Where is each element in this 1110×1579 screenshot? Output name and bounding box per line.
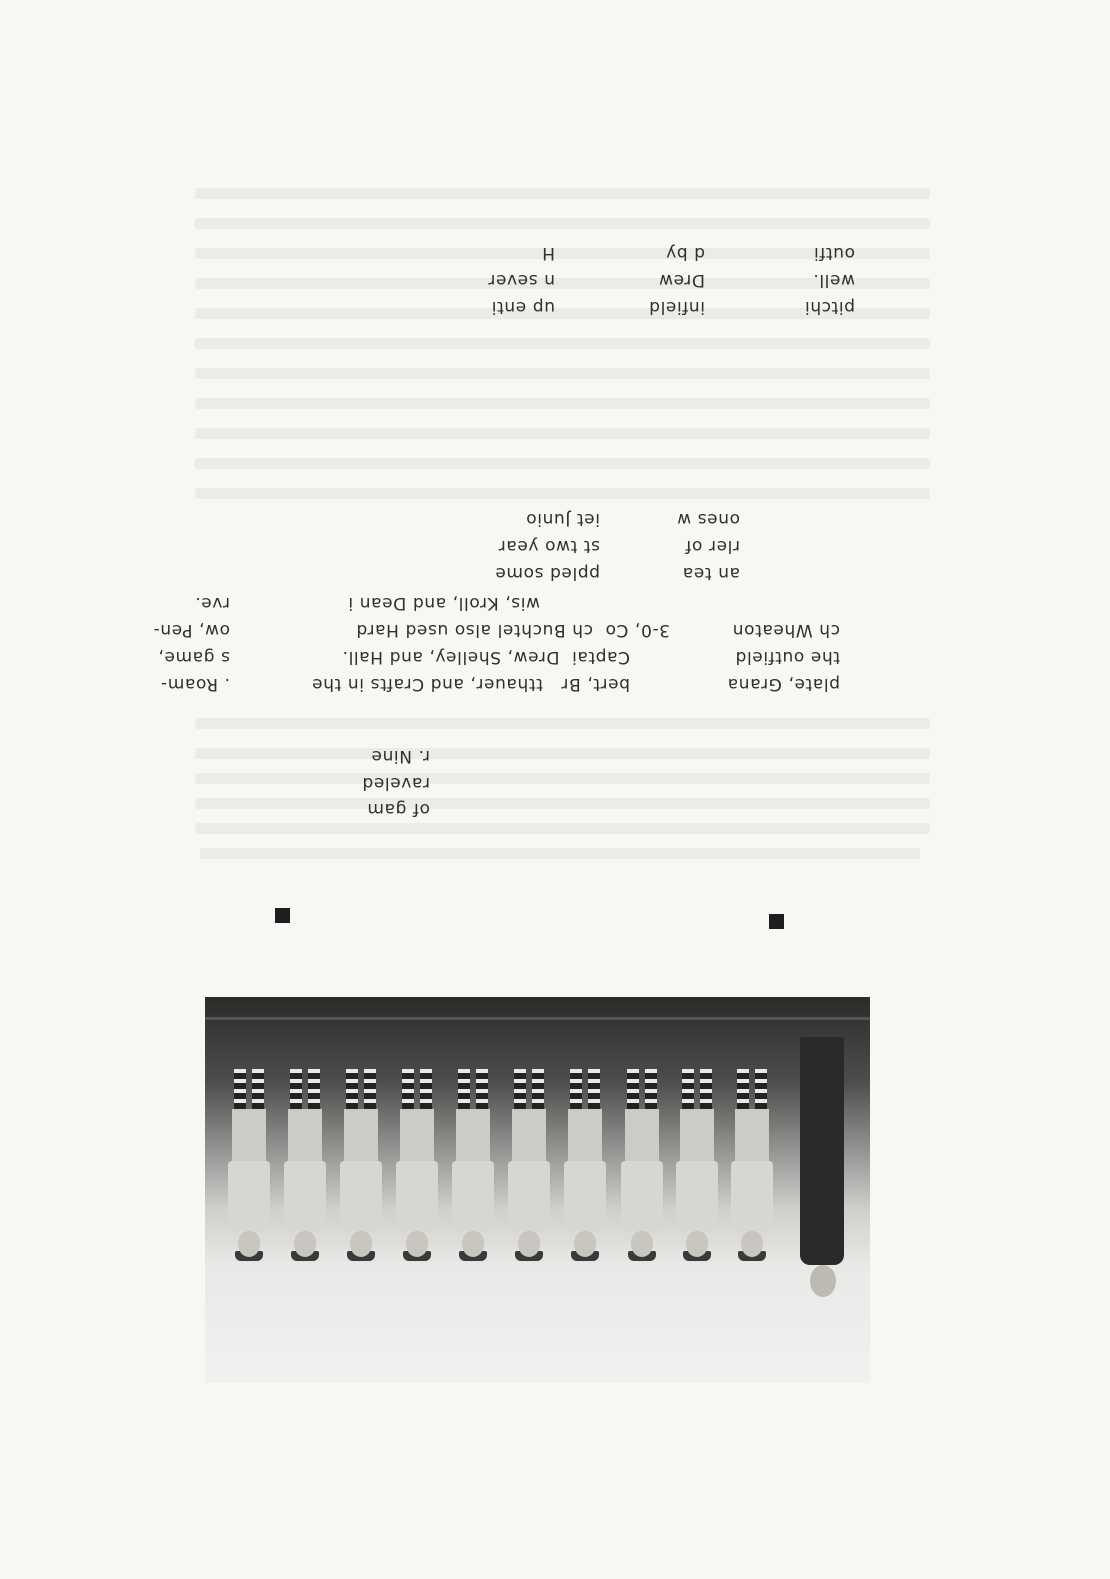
player-figure: [226, 1067, 272, 1257]
text-line: an tea: [682, 563, 740, 583]
text-line: plate, Grana: [727, 674, 840, 694]
text-line: outfi: [813, 243, 855, 263]
player-figure: [674, 1067, 720, 1257]
text-line: iet Junio: [525, 509, 600, 529]
text-line: of gam: [366, 799, 430, 819]
team-photo: [205, 997, 870, 1383]
section-marker: [275, 908, 290, 923]
text-line: st two year: [498, 536, 600, 556]
player-figure: [282, 1067, 328, 1257]
faded-text-row: [195, 218, 930, 229]
text-line: H: [541, 243, 555, 263]
faded-text-row: [195, 458, 930, 469]
text-line: s game,: [157, 647, 230, 667]
player-figure: [338, 1067, 384, 1257]
field-line: [205, 1017, 870, 1020]
text-line: ppled some: [494, 563, 600, 583]
text-line: ones w: [676, 509, 740, 529]
faded-text-row: [195, 428, 930, 439]
faded-text-row: [200, 848, 920, 859]
text-line: bert, Br tthauer, and Crafts in the: [311, 674, 630, 694]
text-line: up enti: [491, 297, 555, 317]
player-figure: [506, 1067, 552, 1257]
section-marker: [769, 914, 784, 929]
faded-text-row: [195, 488, 930, 499]
coach-figure: [792, 1037, 852, 1297]
text-line: wis, Kroll, and Dean i: [347, 593, 540, 613]
text-line: . Roam-: [160, 674, 230, 694]
text-line: raveled: [361, 773, 430, 793]
text-line: Drew: [658, 270, 705, 290]
faded-text-row: [195, 338, 930, 349]
player-figure: [619, 1067, 665, 1257]
player-figure: [729, 1067, 775, 1257]
faded-text-row: [195, 718, 930, 729]
text-line: Captai Drew, Shelley, and Hall.: [341, 647, 630, 667]
faded-text-row: [195, 798, 930, 809]
player-figure: [450, 1067, 496, 1257]
text-line: pitchi: [804, 297, 855, 317]
text-line: r. Nine: [370, 746, 430, 766]
player-figure: [562, 1067, 608, 1257]
faded-text-row: [195, 368, 930, 379]
text-line: 3-0, Co ch Buchtel also used Hard: [355, 620, 670, 640]
text-line: n sever: [487, 270, 555, 290]
text-line: rve.: [194, 593, 230, 613]
text-line: rler of: [684, 536, 740, 556]
faded-text-row: [195, 398, 930, 409]
text-line: ow, Pen-: [153, 620, 230, 640]
text-line: d by: [665, 243, 705, 263]
faded-text-row: [195, 773, 930, 784]
text-line: the outfield: [734, 647, 840, 667]
player-figure: [394, 1067, 440, 1257]
faded-text-row: [195, 823, 930, 834]
text-line: well.: [812, 270, 855, 290]
text-line: infield: [648, 297, 705, 317]
faded-text-row: [195, 188, 930, 199]
text-line: ch Wheaton: [732, 620, 840, 640]
faded-text-row: [195, 748, 930, 759]
